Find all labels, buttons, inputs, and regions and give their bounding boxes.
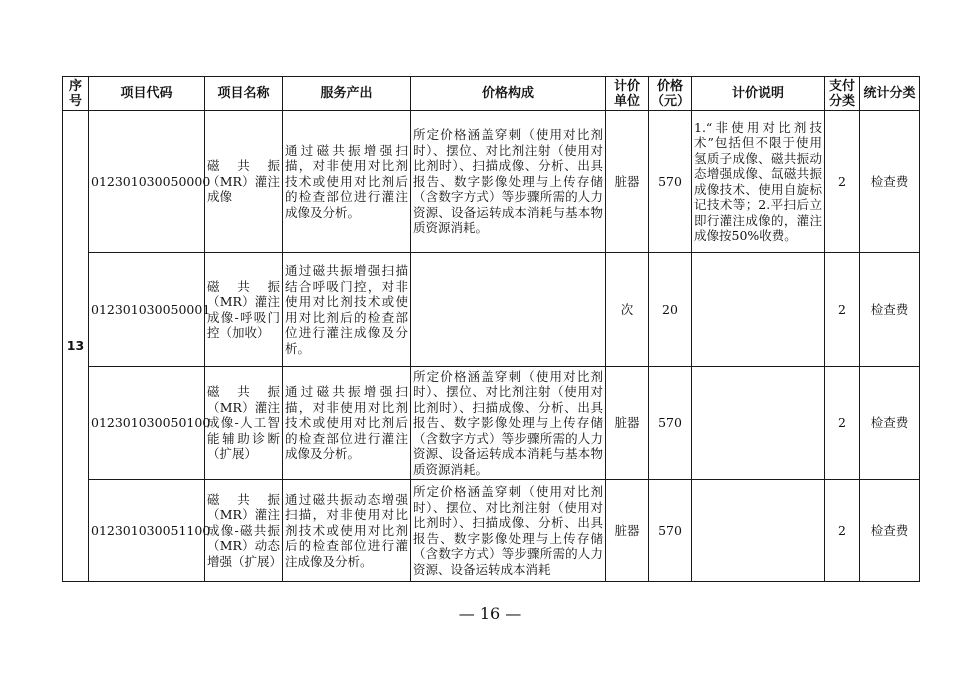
pricing-unit: 脏器 xyxy=(606,111,649,253)
table-header-row xyxy=(63,77,920,111)
header-service: 服务产出 xyxy=(283,77,411,111)
price-value: 20 xyxy=(649,253,692,367)
item-code: 012301030050100 xyxy=(89,367,205,480)
header-unit: 计价单位 xyxy=(606,77,649,111)
item-name: 磁共振（MR）灌注成像-磁共振（MR）动态增强（扩展） xyxy=(205,480,283,582)
header-description: 计价说明 xyxy=(692,77,825,111)
stat-category: 检查费 xyxy=(860,367,920,480)
price-value: 570 xyxy=(649,480,692,582)
price-table xyxy=(62,76,920,582)
item-name: 磁共振（MR）灌注成像-呼吸门控（加收） xyxy=(205,253,283,367)
pricing-unit: 脏器 xyxy=(606,367,649,480)
item-code: 012301030050000 xyxy=(89,111,205,253)
header-pay-category: 支付分类 xyxy=(825,77,860,111)
table-row xyxy=(63,253,920,367)
service-output: 通过磁共振动态增强扫描，对非使用对比剂技术或使用对比剂后的检查部位进行灌注成像及分析。 xyxy=(283,480,411,582)
pay-category: 2 xyxy=(825,253,860,367)
pricing-description xyxy=(692,367,825,480)
header-price-composition: 价格构成 xyxy=(411,77,606,111)
header-name: 项目名称 xyxy=(205,77,283,111)
price-composition xyxy=(411,253,606,367)
service-output: 通过磁共振增强扫描结合呼吸门控，对非使用对比剂技术或使用对比剂后的检查部位进行灌注成像及分析。 xyxy=(283,253,411,367)
header-seq: 序号 xyxy=(63,77,89,111)
pricing-description: 1.“非使用对比剂技术”包括但不限于使用氢质子成像、磁共振动态增强成像、氙磁共振成像技术、使用自旋标记技术等；2.平扫后立即行灌注成像的，灌注成像按50%收费。 xyxy=(692,111,825,253)
stat-category: 检查费 xyxy=(860,111,920,253)
page-number: — 16 — xyxy=(458,604,522,623)
service-output: 通过磁共振增强扫描，对非使用对比剂技术或使用对比剂后的检查部位进行灌注成像及分析。 xyxy=(283,367,411,480)
pay-category: 2 xyxy=(825,480,860,582)
pricing-unit: 脏器 xyxy=(606,480,649,582)
table-row xyxy=(63,111,920,253)
pay-category: 2 xyxy=(825,367,860,480)
stat-category: 检查费 xyxy=(860,480,920,582)
header-code: 项目代码 xyxy=(89,77,205,111)
group-number: 13 xyxy=(63,111,89,582)
pricing-unit: 次 xyxy=(606,253,649,367)
service-output: 通过磁共振增强扫描，对非使用对比剂技术或使用对比剂后的检查部位进行灌注成像及分析。 xyxy=(283,111,411,253)
item-code: 012301030051100 xyxy=(89,480,205,582)
table-row xyxy=(63,367,920,480)
pay-category: 2 xyxy=(825,111,860,253)
item-code: 012301030050001 xyxy=(89,253,205,367)
pricing-description xyxy=(692,253,825,367)
item-name: 磁共振（MR）灌注成像 xyxy=(205,111,283,253)
price-composition: 所定价格涵盖穿刺（使用对比剂时）、摆位、对比剂注射（使用对比剂时）、扫描成像、分析、出具报告、数字影像处理与上传存储（含数字方式）等步骤所需的人力资源、设备运转成本消耗与基本物质资源消耗。 xyxy=(411,111,606,253)
header-price: 价格（元） xyxy=(649,77,692,111)
pricing-description xyxy=(692,480,825,582)
stat-category: 检查费 xyxy=(860,253,920,367)
table-row xyxy=(63,480,920,582)
price-value: 570 xyxy=(649,111,692,253)
price-composition: 所定价格涵盖穿刺（使用对比剂时）、摆位、对比剂注射（使用对比剂时）、扫描成像、分析、出具报告、数字影像处理与上传存储（含数字方式）等步骤所需的人力资源、设备运转成本消耗与基本物质资源消耗。 xyxy=(411,367,606,480)
header-stat-category: 统计分类 xyxy=(860,77,920,111)
price-composition: 所定价格涵盖穿刺（使用对比剂时）、摆位、对比剂注射（使用对比剂时）、扫描成像、分析、出具报告、数字影像处理与上传存储（含数字方式）等步骤所需的人力资源、设备运转成本消耗 xyxy=(411,480,606,582)
item-name: 磁共振（MR）灌注成像-人工智能辅助诊断（扩展） xyxy=(205,367,283,480)
price-value: 570 xyxy=(649,367,692,480)
